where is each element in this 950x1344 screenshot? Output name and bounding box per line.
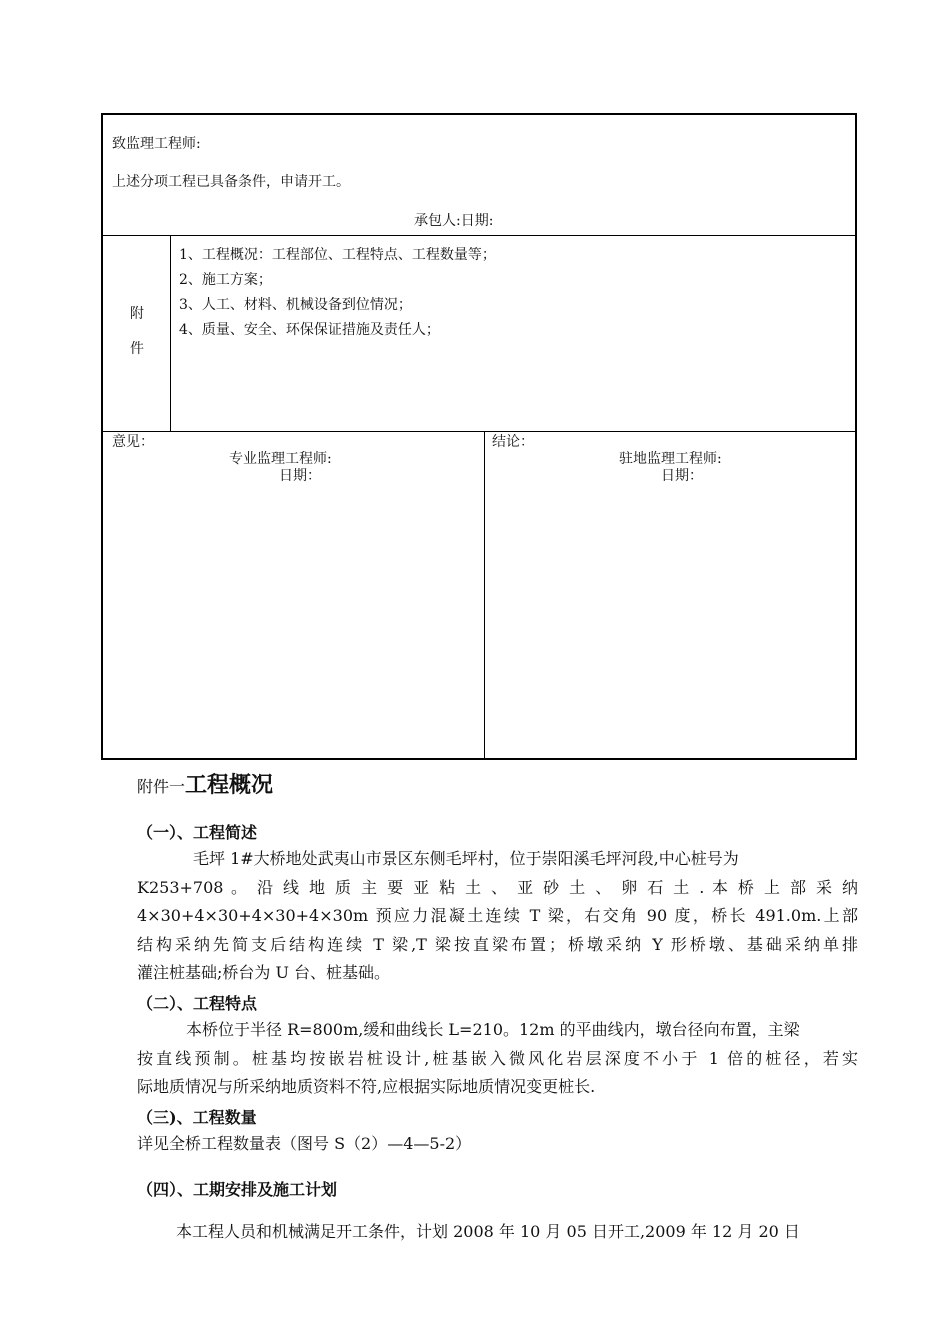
opinion-label: 意见： [112,434,154,450]
section-1-line-1: 毛坪 1#大桥地处武夷山市景区东侧毛坪村，位于崇阳溪毛坪河段,中心桩号为 [193,849,739,868]
section-1-line-2: K253+708 。 沿 线 地 质 主 要 亚 粘 土 、 亚 砂 土 、 卵 石 土 . 本 桥 上 部 采 纳 [137,878,858,897]
section-4-heading: （四）、工期安排及施工计划 [137,1180,338,1199]
section-3-line: 详见全桥工程数量表（图号 S（2）—4—5-2） [137,1134,472,1153]
section-1-heading: （一）、工程简述 [137,823,258,842]
attachments-label-2: 件 [130,341,144,357]
section-2-line-3: 际地质情况与所采纳地质资料不符,应根据实际地质情况变更桩长. [137,1077,596,1096]
section-1-line-3: 4×30+4×30+4×30+4×30m 预应力混凝土连续 T 梁，右交角 90 度，桥长 491.0m.上部 [137,906,858,925]
section-2-line-2: 按直线预制。桩基均按嵌岩桩设计,桩基嵌入微风化岩层深度不小于 1 倍的桩径，若实 [137,1049,858,1068]
contractor-date-label: 承包人:日期: [414,213,494,229]
section-1-line-5: 灌注桩基础;桥台为 U 台、桩基础。 [137,963,391,982]
attachment-item-1: 1、工程概况：工程部位、工程特点、工程数量等； [179,247,496,263]
doc-title-prefix: 附件一 [137,777,186,796]
specialist-engineer-label: 专业监理工程师: [229,451,332,467]
opinion-conclusion-divider [484,431,485,758]
section-2-line-1: 本桥位于半径 R=800m,缓和曲线长 L=210。12m 的平曲线内，墩台径向布置，主梁 [186,1020,800,1039]
attachment-item-2: 2、施工方案； [179,272,272,288]
conclusion-label: 结论： [492,434,534,450]
to-engineer-label: 致监理工程师: [112,136,201,152]
attachment-item-4: 4、质量、安全、环保保证措施及责任人； [179,322,440,338]
form-divider-mid [103,431,855,432]
form-divider-top [103,235,855,236]
section-3-heading: （三)、工程数量 [137,1108,257,1127]
attachment-item-3: 3、人工、材料、机械设备到位情况； [179,297,412,313]
resident-engineer-label: 驻地监理工程师: [619,451,722,467]
doc-title-main: 工程概况 [185,772,274,798]
resident-date-label: 日期： [661,468,703,484]
application-form [101,113,857,760]
request-text: 上述分项工程已具备条件，申请开工。 [112,174,350,190]
section-1-line-4: 结构采纳先简支后结构连续 T 梁,T 梁按直梁布置；桥墩采纳 Y 形桥墩、基础采纳单排 [137,935,858,954]
attachments-label-divider [170,235,171,431]
section-2-heading: （二）、工程特点 [137,994,258,1013]
attachments-label-1: 附 [130,306,144,322]
section-4-line: 本工程人员和机械满足开工条件，计划 2008 年 10 月 05 日开工,2009 年 12 月 20 日 [176,1222,800,1241]
specialist-date-label: 日期： [279,468,321,484]
doc-title [137,768,273,799]
